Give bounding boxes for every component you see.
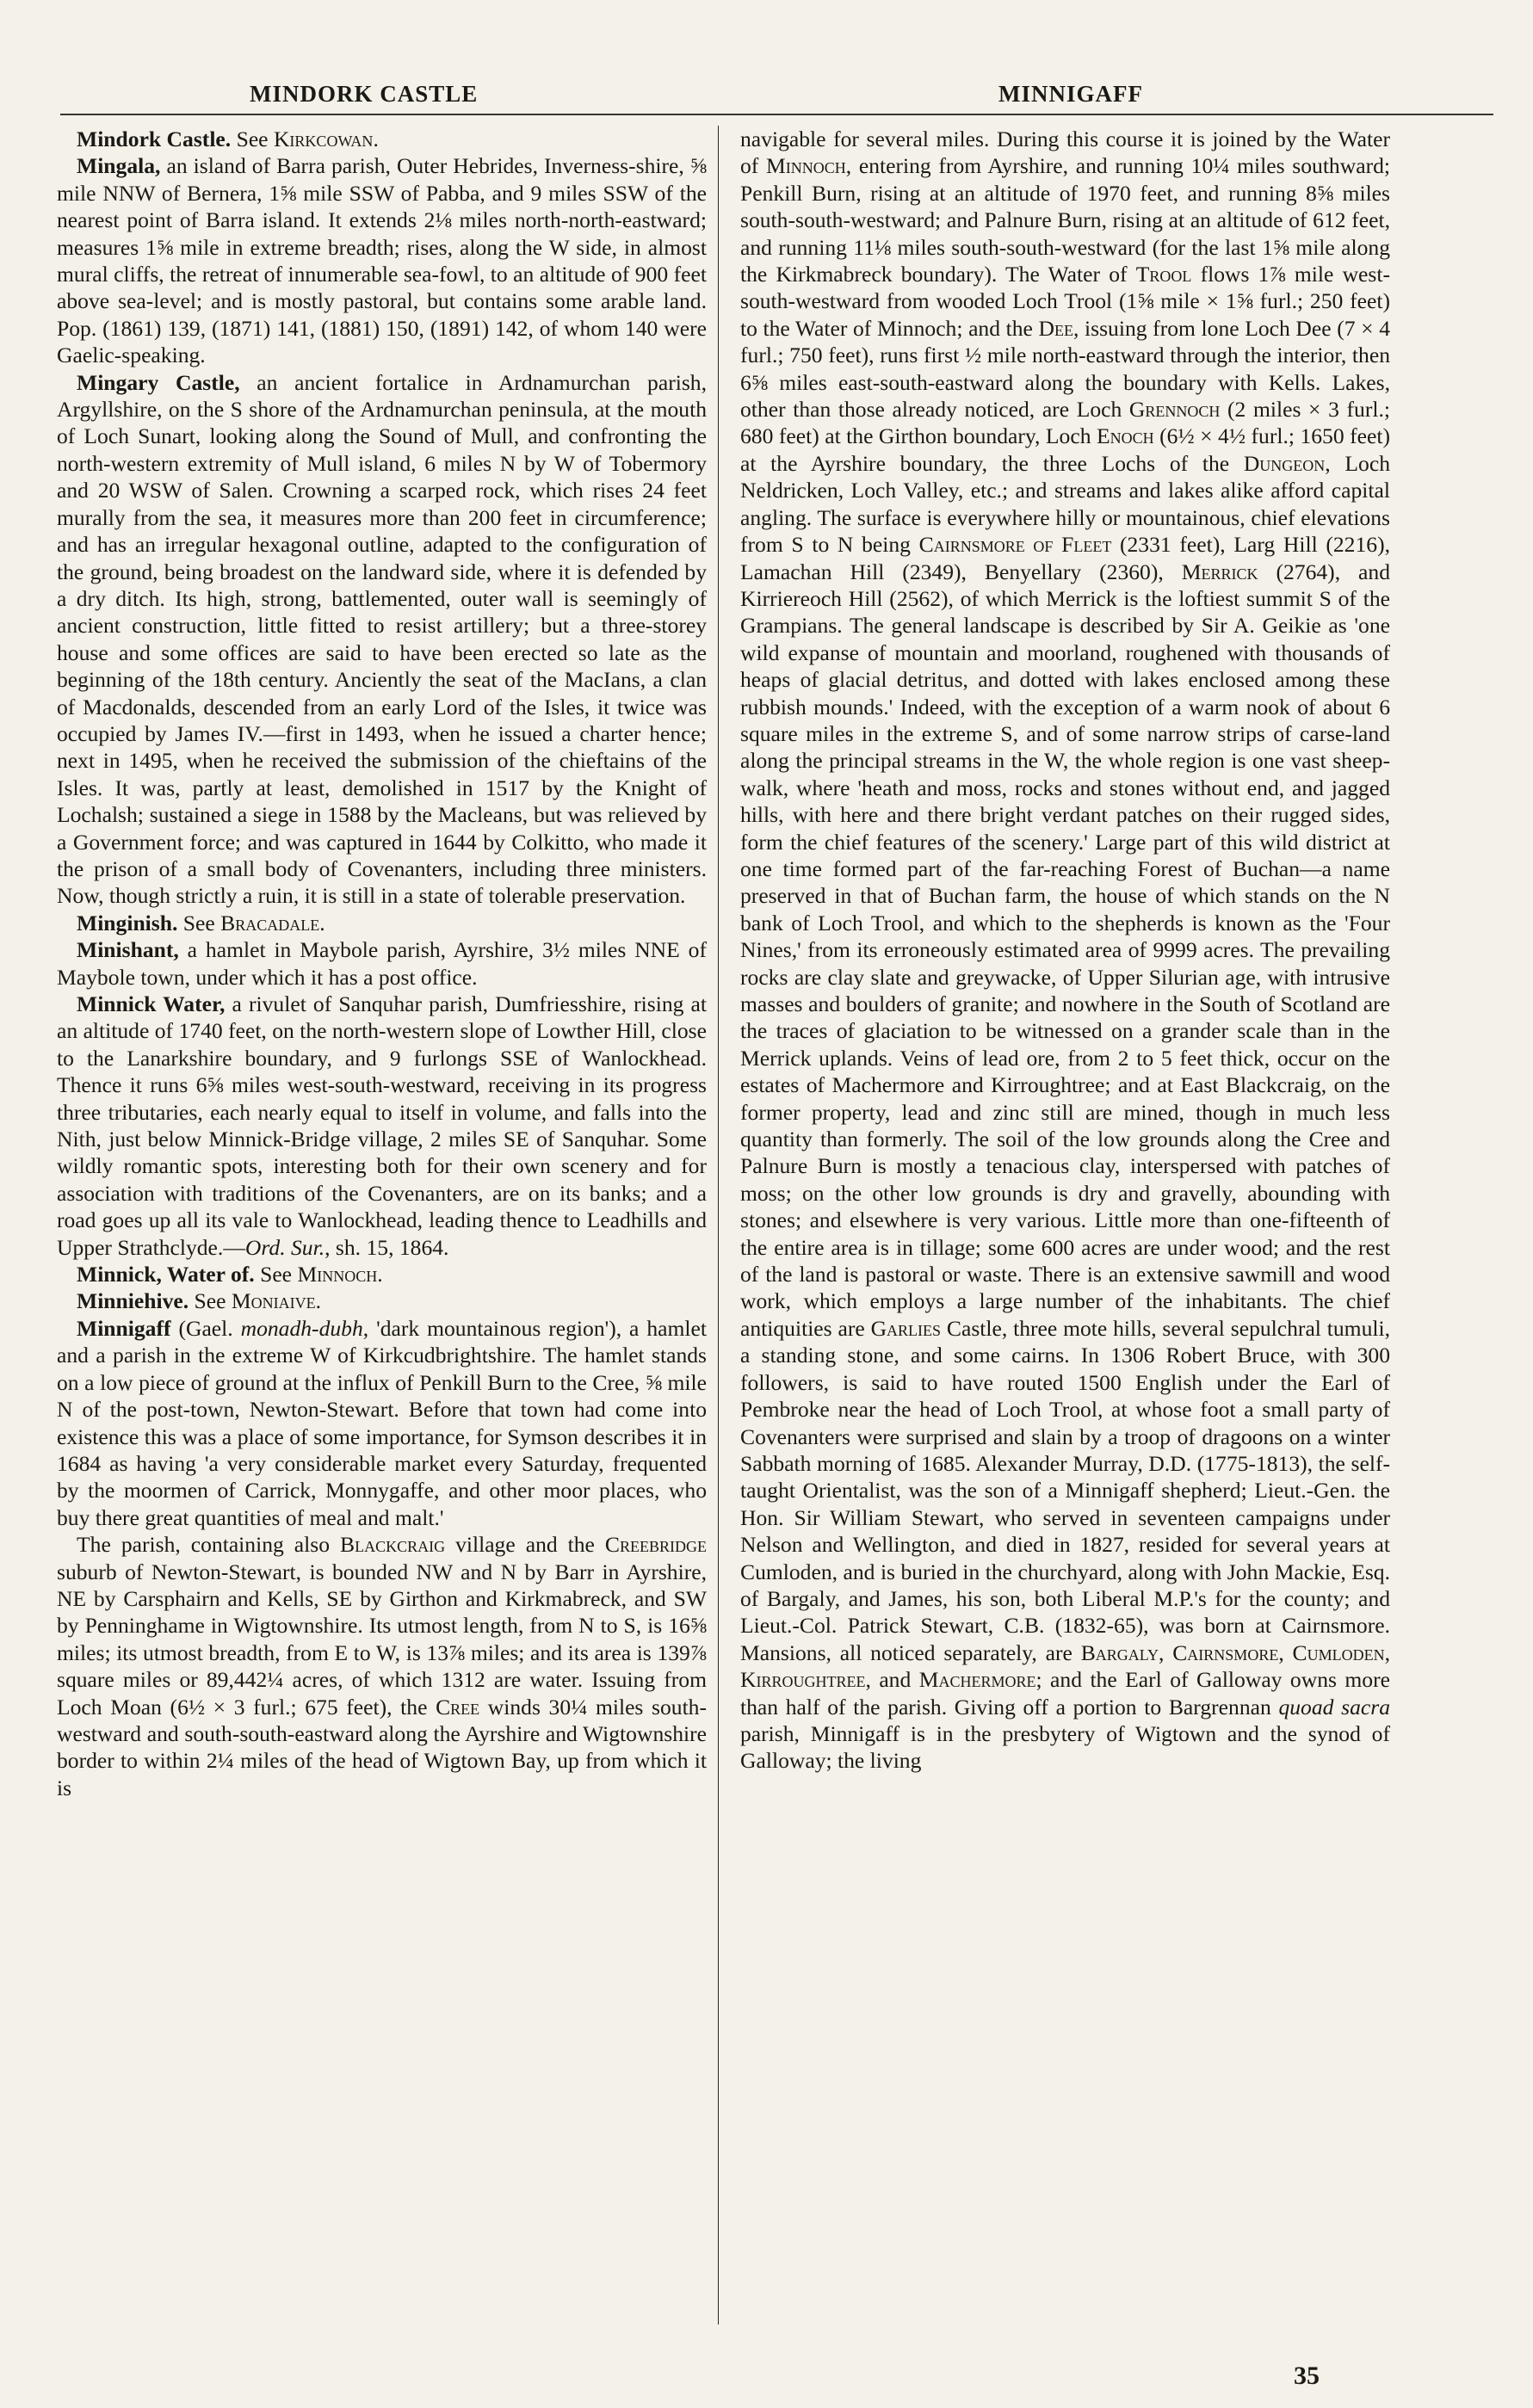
entry-text: . <box>319 910 325 935</box>
entry-text: , issuing from lone Loch Dee (7 × 4 furl.; 750 feet), runs first ½ mile north-eastward through the interior, then 6⅝ miles east-south-eastward along the boundary with Kells. Lakes, other than those already noticed, are Loch <box>740 315 1390 423</box>
headword: Minishant, <box>77 937 179 963</box>
entry-text: (6½ × 4½ furl.; 1650 feet) at the Ayrshire boundary, the three Lochs of the <box>740 423 1391 476</box>
headword: Minnick Water, <box>77 991 226 1016</box>
entry-minnick-water <box>57 991 707 1261</box>
entry-text: (Gael. <box>170 1315 241 1341</box>
entry-minniehive <box>57 1287 707 1314</box>
entry-minginish <box>57 910 707 936</box>
cross-reference: Garlies <box>870 1315 942 1341</box>
entry-text: , entering from Ayrshire, and running 10¼ miles southward; Penkill Burn, rising at an altitude of 1970 feet, and running 8⅝ miles south-south-westward; and Palnure Burn, rising at an altitude of 612 feet, and running 11⅛ miles south-south-westward (for the last 1⅝ mile along the Kirkmabreck boundary). The Water of <box>740 153 1390 287</box>
cross-reference: Merrick <box>1181 559 1258 584</box>
left-column <box>57 126 707 1801</box>
header-rule <box>60 114 1493 115</box>
entry-minishant <box>57 936 707 991</box>
entry-text: village and the <box>445 1532 605 1558</box>
entry-text: . <box>377 1262 383 1287</box>
entry-minnick-water-of <box>57 1261 707 1287</box>
entry-text: See <box>189 1288 232 1314</box>
entry-text: suburb of Newton-Stewart, is bounded NW and N by Barr in Ayrshire, NE by Carsphairn and Kells, SE by Girthon and Kirkmabreck, and SW by Penninghame in Wigtownshire. Its utmost length, from N to S, is 16⅝ miles; its utmost breadth, from E to W, is 13⅞ miles; and its area is 139⅞ square miles or 89,442¼ acres, of which 1312 are water. Issuing from Loch Moan (6½ × 3 furl.; 675 feet), the <box>57 1559 707 1720</box>
entry-text: See <box>231 127 274 151</box>
paragraph-minnigaff-continued <box>740 126 1390 1775</box>
cross-reference: Moniaive <box>231 1288 316 1314</box>
headword: Mingala, <box>77 153 161 179</box>
entry-minnigaff <box>57 1315 707 1531</box>
cross-reference: Creebridge <box>604 1532 707 1558</box>
entry-text: See <box>177 910 221 935</box>
entry-text: . <box>315 1288 322 1314</box>
entry-text: parish, Minnigaff is in the presbytery of Wigtown and the synod of Galloway; the living <box>740 1720 1390 1774</box>
headword: Minniehive. <box>77 1288 189 1314</box>
entry-text: , Loch Neldricken, Loch Valley, etc.; and streams and lakes alike afford capital angling. The surface is everywhere hilly or mountainous, chief elevations from S to N being <box>740 450 1390 558</box>
entry-text: Castle, three mote hills, several sepulchral tumuli, a standing stone, and some cairns. In 1306 Robert Bruce, with 300 followers, is said to have routed 1500 English under the Earl of Pembroke near the head of Loch Trool, at whose foot a small party of Covenanters were surprised and slain by a troop of dragoons on a winter Sabbath morning of 1685. Alexander Murray, D.D. (1775-1813), the self-taught Orientalist, was the son of a Minnigaff shepherd; Lieut.-Gen. the Hon. Sir William Stewart, who served in seventeen campaigns under Nelson and Wellington, and died in 1827, resided for several years at Cumloden, and is buried in the churchyard, along with John Mackie, Esq. of Bargaly, and James, his son, both Liberal M.P.'s for the county; and Lieut.-Col. Patrick Stewart, C.B. (1832-65), was born at Cairnsmore. Mansions, all noticed separately, are <box>740 1315 1390 1665</box>
entry-text: flows 1⅞ mile west-south-westward from wooded Loch Trool (1⅝ mile × 1⅝ furl.; 250 feet) to the Water of Minnoch; and the <box>740 262 1391 341</box>
cross-reference: Cairnsmore of Fleet <box>918 532 1112 558</box>
right-column <box>740 126 1390 1775</box>
cross-reference: Grennoch <box>1128 397 1221 423</box>
cross-reference: Bracadale <box>220 910 320 935</box>
cross-reference: Cree <box>436 1694 480 1720</box>
entry-text: and <box>870 1667 919 1693</box>
cross-reference: Bargaly, Cairnsmore, Cumloden, Kirroughtree, <box>740 1639 1391 1693</box>
cross-reference: Enoch <box>1097 423 1154 449</box>
entry-text: a rivulet of Sanquhar parish, Dumfriesshire, rising at an altitude of 1740 feet, on the north-western slope of Lowther Hill, close to the Lanarkshire boundary, and 9 furlongs SSE of Wanlockhead. Thence it runs 6⅝ miles west-south-westward, receiving in its progress three tributaries, each nearly equal to itself in volume, and falls into the Nith, just below Minnick-Bridge village, 2 miles SE of Sanquhar. Some wildly romantic spots, interesting both for their own scenery and for association with traditions of the Covenanters, are on its banks; and a road goes up all its vale to Wanlockhead, leading thence to Leadhills and Upper Strathclyde.— <box>57 991 707 1260</box>
entry-text: (2764), and Kirriereoch Hill (2562), of which Merrick is the loftiest summit S of the Grampians. The general landscape is described by Sir A. Geikie as 'one wild expanse of mountain and moorland, roughened with thousands of heaps of glacial detritus, and dotted with lakes enclosed among these rubbish mounds.' Indeed, with the exception of a warm nook of about 6 square miles in the extreme S, and of some narrow strips of carse-land along the principal streams in the W, the whole region is one vast sheep-walk, where 'heath and moss, rocks and stones without end, and jagged hills, with here and there bright verdant patches on their rugged sides, form the chief features of the scenery.' Large part of this wild district at one time formed part of the far-reaching Forest of Buchan—a name preserved in that of Buchan farm, the house of which stands on the N bank of Loch Trool, and which to the shepherds is known as the 'Four Nines,' from its erroneously estimated area of 9999 acres. The prevailing rocks are clay slate and greywacke, of Upper Silurian age, with intrusive masses and boulders of granite; and nowhere in the South of Scotland are the traces of glaciation to be witnessed on a grander scale than in the Merrick uplands. Veins of lead ore, from 2 to 5 feet thick, occur on the estates of Machermore and Kirroughtree; and at East Blackcraig, on the former property, lead and zinc still are mined, though in much less quantity than formerly. The soil of the low grounds along the Cree and Palnure Burn is mostly a tenacious clay, interspersed with patches of moss; on the other low grounds is dry and gravelly, abounding with stones; and elsewhere is very various. Little more than one-fifteenth of the entire area is in tillage; some 600 acres are under wood; and the rest of the land is pastoral or waste. There is an extensive sawmill and wood work, which employs a large number of the inhabitants. The chief antiquities are <box>740 559 1390 1341</box>
entry-text: an ancient fortalice in Ardnamurchan parish, Argyllshire, on the S shore of the Ardnamurchan peninsula, at the mouth of Loch Sunart, looking along the Sound of Mull, and confronting the north-western extremity of Mull island, 6 miles N by W of Tobermory and 20 WSW of Salen. Crowning a scarped rock, which rises 24 feet murally from the sea, it measures more than 200 feet in circumference; and has an irregular hexagonal outline, adapted to the configuration of the ground, being broadest on the landward side, where it is defended by a dry ditch. Its high, strong, battlemented, outer wall is seemingly of ancient construction, little fitted to resist artillery; but a three-storey house and some offices are said to have been erected so late as the beginning of the 18th century. Anciently the seat of the MacIans, a clan of Macdonalds, descended from an early Lord of the Isles, it twice was occupied by James IV.—first in 1493, when he issued a charter hence; next in 1495, when he received the submission of the chieftains of the Isles. It was, partly at least, demolished in 1517 by the Knight of Lochalsh; sustained a siege in 1588 by the Macleans, but was relieved by a Government force; and was captured in 1644 by Colkitto, who made it the prison of a small body of Covenanters, including three ministers. Now, though strictly a ruin, it is still in a state of tolerable preservation. <box>57 369 707 909</box>
cross-reference: Blackcraig <box>340 1532 446 1558</box>
headword: Minginish. <box>77 910 178 935</box>
page-number: 35 <box>1294 2362 1320 2390</box>
running-head-right: MINNIGAFF <box>998 81 1143 107</box>
entry-text: The parish, containing also <box>77 1532 340 1558</box>
entry-text: an island of Barra parish, Outer Hebrides, Inverness-shire, ⅝ mile NNW of Bernera, 1⅝ mile SSW of Pabba, and 9 miles SSW of the nearest point of Barra island. It extends 2⅛ miles north-north-eastward; measures 1⅝ mile in extreme breadth; rises, along the W side, in almost mural cliffs, the retreat of innumerable sea-fowl, to an altitude of 900 feet above sea-level; and is mostly pastoral, but contains some arable land. Pop. (1861) 139, (1871) 141, (1881) 150, (1891) 142, of whom 140 were Gaelic-speaking. <box>57 153 707 368</box>
headword: Minnick, Water of. <box>77 1262 255 1287</box>
headword: Mingary Castle, <box>77 369 240 395</box>
entry-text: See <box>254 1262 298 1287</box>
running-head-left: MINDORK CASTLE <box>250 81 479 107</box>
entry-text: . <box>373 127 379 151</box>
italic-text: Ord. Sur. <box>244 1234 325 1260</box>
entry-text: (2 miles × 3 furl.; 680 feet) at the Girthon boundary, Loch <box>740 397 1390 449</box>
entry-text: (2331 feet), Larg Hill (2216), Lamachan Hill (2349), Benyellary (2360), <box>740 532 1390 584</box>
paragraph-minnigaff-parish <box>57 1531 707 1801</box>
entry-mindork-castle <box>57 126 707 152</box>
italic-text: quoad sacra <box>1278 1694 1390 1720</box>
entry-text: ; and the Earl of Galloway owns more than half of the parish. Giving off a portion to Bargrennan <box>740 1667 1390 1720</box>
cross-reference: Kirkcowan <box>273 127 374 151</box>
entry-text: a hamlet in Maybole parish, Ayrshire, 3½ miles NNE of Maybole town, under which it has a post office. <box>57 937 707 990</box>
entry-text: , sh. 15, 1864. <box>325 1234 449 1260</box>
cross-reference: Dee <box>1038 315 1074 341</box>
entry-mingala <box>57 152 707 368</box>
entry-text: , 'dark mountainous region'), a hamlet and a parish in the extreme W of Kirkcudbrightshire. The hamlet stands on a low piece of ground at the influx of Penkill Burn to the Cree, ⅝ mile N of the post-town, Newton-Stewart. Before that town had come into existence this was a place of some importance, for Symson describes it in 1684 as having 'a very considerable market every Saturday, frequented by the moormen of Carrick, Monnygaffe, and other moor places, who buy there great quantities of meal and malt.' <box>57 1315 707 1530</box>
entry-text: navigable for several miles. During this course it is joined by the Water of <box>740 127 1390 179</box>
cross-reference: Machermore <box>918 1667 1036 1693</box>
headword: Mindork Castle. <box>77 127 232 151</box>
cross-reference: Minnoch <box>297 1262 378 1287</box>
column-divider <box>718 126 719 2325</box>
entry-mingary-castle <box>57 369 707 910</box>
entry-text: winds 30¼ miles south-westward and south-south-eastward along the Ayrshire and Wigtownshire border to within 2¼ miles of the head of Wigtown Bay, up from which it is <box>57 1694 708 1800</box>
running-head <box>60 81 1493 115</box>
cross-reference: Trool <box>1135 262 1192 287</box>
headword: Minnigaff <box>77 1315 171 1341</box>
cross-reference: Dungeon <box>1243 450 1326 476</box>
cross-reference: Minnoch <box>766 153 846 179</box>
italic-text: monadh-dubh <box>240 1315 363 1341</box>
